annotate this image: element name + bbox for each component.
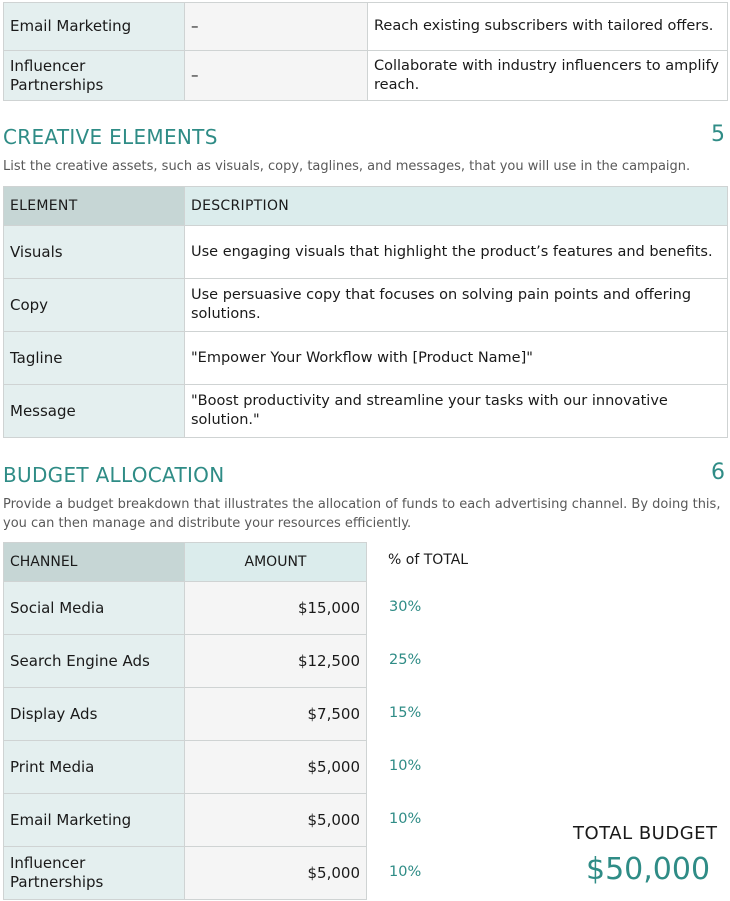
percent-value: 10% xyxy=(389,811,422,827)
table-row xyxy=(4,385,728,438)
description-cell: Use persuasive copy that focuses on solving pain points and offering solutions. xyxy=(185,279,728,332)
channel-column-header: CHANNEL xyxy=(4,543,185,582)
element-cell: Tagline xyxy=(4,332,185,385)
channel-value-cell: – xyxy=(185,51,368,101)
budget-section-title: BUDGET ALLOCATION xyxy=(3,463,225,487)
percent-value: 10% xyxy=(389,864,422,880)
table-row xyxy=(4,3,728,51)
table-header-row xyxy=(4,187,728,226)
amount-cell: $5,000 xyxy=(185,741,367,794)
element-column-header: ELEMENT xyxy=(4,187,185,226)
percent-value: 25% xyxy=(389,652,422,668)
creative-elements-table xyxy=(3,186,728,438)
percent-column-header: % of TOTAL xyxy=(388,552,469,568)
budget-section-number: 6 xyxy=(711,460,725,485)
channel-description-cell: Collaborate with industry influencers to amplify reach. xyxy=(368,51,728,101)
amount-cell: $7,500 xyxy=(185,688,367,741)
element-cell: Copy xyxy=(4,279,185,332)
amount-column-header: AMOUNT xyxy=(185,543,367,582)
channel-cell: Display Ads xyxy=(4,688,185,741)
budget-section-description: Provide a budget breakdown that illustrates the allocation of funds to each advertising channel. By doing this, you can then manage and distribute your resources efficiently. xyxy=(3,497,721,531)
description-cell: Use engaging visuals that highlight the product’s features and benefits. xyxy=(185,226,728,279)
table-row xyxy=(4,332,728,385)
creative-section-title: CREATIVE ELEMENTS xyxy=(3,125,218,149)
amount-cell: $15,000 xyxy=(185,582,367,635)
total-budget-value: $50,000 xyxy=(586,852,711,887)
total-budget-label: TOTAL BUDGET xyxy=(573,823,718,844)
creative-section-number: 5 xyxy=(711,122,725,147)
channel-cell: Influencer Partnerships xyxy=(4,51,185,101)
table-row xyxy=(4,847,367,900)
table-row xyxy=(4,794,367,847)
table-row xyxy=(4,635,367,688)
channel-cell: Social Media xyxy=(4,582,185,635)
channel-value-cell: – xyxy=(185,3,368,51)
amount-cell: $12,500 xyxy=(185,635,367,688)
channel-cell: Email Marketing xyxy=(4,794,185,847)
budget-allocation-table xyxy=(3,542,367,900)
channel-cell: Influencer Partnerships xyxy=(4,847,185,900)
table-row xyxy=(4,226,728,279)
description-cell: "Empower Your Workflow with [Product Name]" xyxy=(185,332,728,385)
amount-cell: $5,000 xyxy=(185,794,367,847)
channel-cell: Search Engine Ads xyxy=(4,635,185,688)
table-row xyxy=(4,51,728,101)
percent-value: 30% xyxy=(389,599,422,615)
channel-cell: Print Media xyxy=(4,741,185,794)
description-column-header: DESCRIPTION xyxy=(185,187,728,226)
channel-cell: Email Marketing xyxy=(4,3,185,51)
creative-section-description: List the creative assets, such as visuals, copy, taglines, and messages, that you will use in the campaign. xyxy=(3,159,691,174)
table-row xyxy=(4,688,367,741)
element-cell: Visuals xyxy=(4,226,185,279)
amount-cell: $5,000 xyxy=(185,847,367,900)
table-row xyxy=(4,582,367,635)
channel-strategy-table xyxy=(3,2,728,101)
percent-value: 15% xyxy=(389,705,422,721)
channel-description-cell: Reach existing subscribers with tailored offers. xyxy=(368,3,728,51)
element-cell: Message xyxy=(4,385,185,438)
percent-value: 10% xyxy=(389,758,422,774)
table-row xyxy=(4,279,728,332)
description-cell: "Boost productivity and streamline your tasks with our innovative solution." xyxy=(185,385,728,438)
table-row xyxy=(4,741,367,794)
table-header-row xyxy=(4,543,367,582)
